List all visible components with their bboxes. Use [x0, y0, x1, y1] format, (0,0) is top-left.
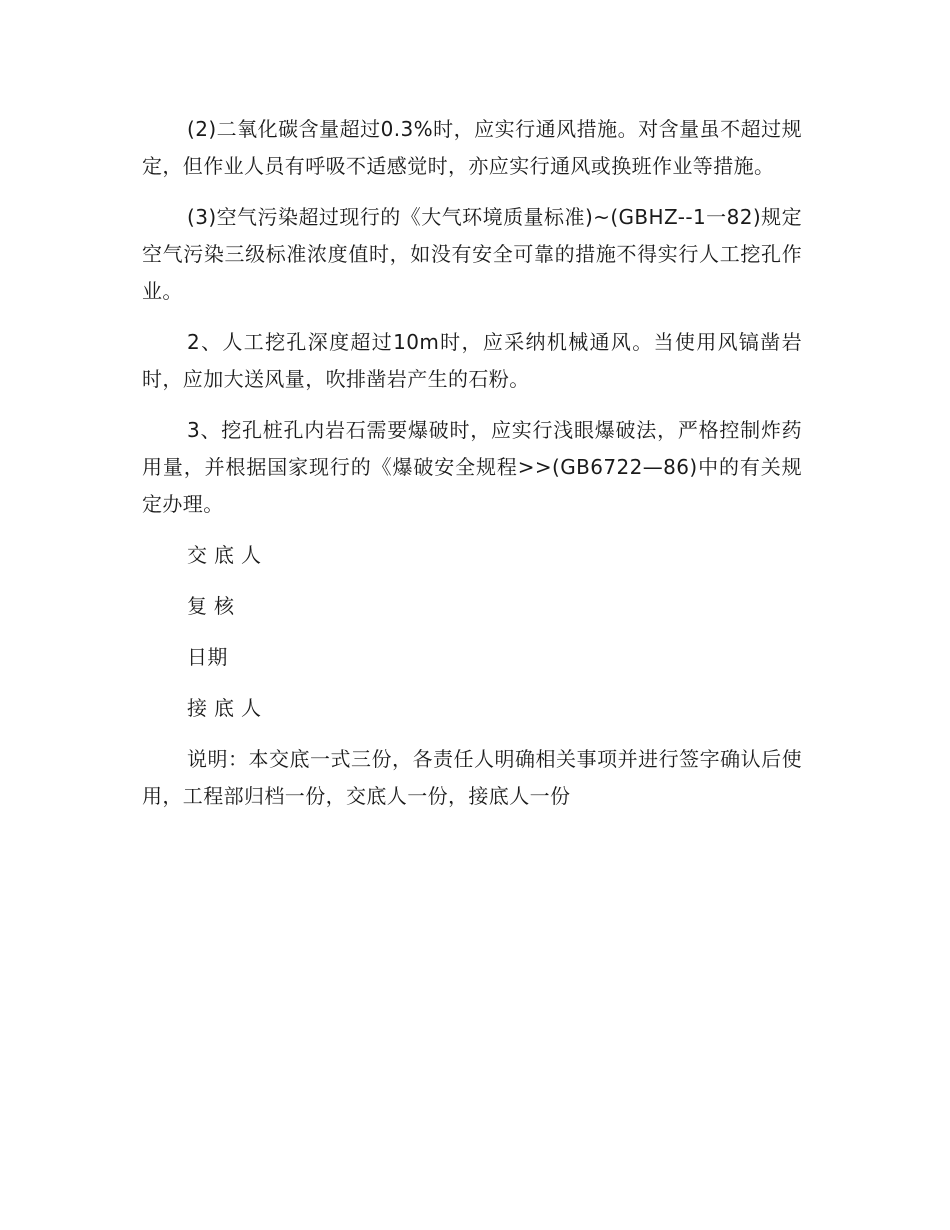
explanatory-note: 说明：本交底一式三份，各责任人明确相关事项并进行签字确认后使用，工程部归档一份，交底人一份，接底人一份 — [142, 747, 802, 808]
document-body — [142, 111, 802, 829]
date-label: 日期 — [187, 645, 228, 669]
paragraph-air-pollution: (3)空气污染超过现行的《大气环境质量标准)~(GBHZ--1一82)规定空气污染三级标准浓度值时，如没有安全可靠的措施不得实行人工挖孔作业。 — [142, 205, 802, 303]
paragraph-blasting: 3、挖孔桩孔内岩石需要爆破时，应实行浅眼爆破法，严格控制炸药用量，并根据国家现行的《爆破安全规程>>(GB6722—86)中的有关规定办理。 — [142, 418, 802, 516]
receiver-label: 接底人 — [187, 696, 268, 720]
handover-person-label: 交底人 — [187, 543, 268, 567]
review-label: 复核 — [187, 594, 241, 618]
paragraph-co2-ventilation: (2)二氧化碳含量超过0.3%时，应实行通风措施。对含量虽不超过规定，但作业人员有呼吸不适感觉时，亦应实行通风或换班作业等措施。 — [142, 117, 802, 178]
paragraph-mechanical-ventilation: 2、人工挖孔深度超过10m时，应采纳机械通风。当使用风镐凿岩时，应加大送风量，吹排凿岩产生的石粉。 — [142, 330, 802, 391]
